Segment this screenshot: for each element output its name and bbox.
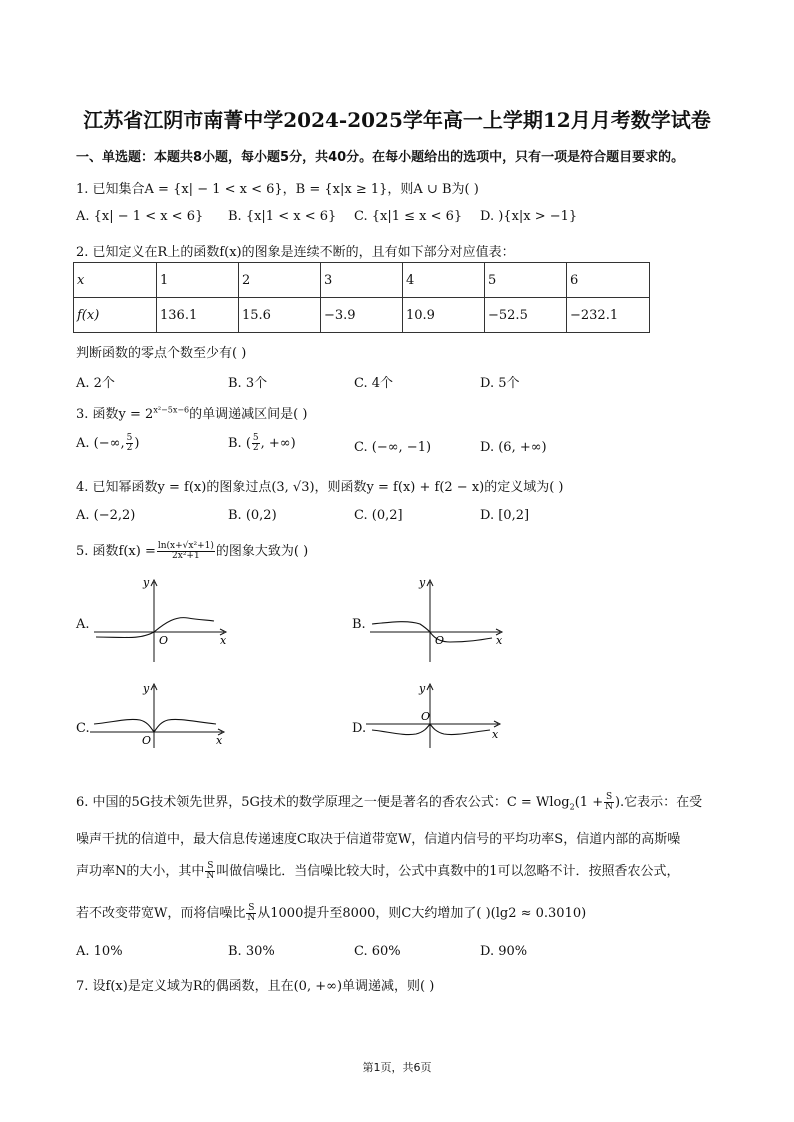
fraction-numerator: 5: [126, 433, 133, 443]
question-7-stem: 7. 设f(x)是定义域为R的偶函数，且在(0, +∞)单调递减，则( ): [76, 979, 435, 994]
fraction: [604, 793, 614, 812]
table-cell: 10.9: [403, 298, 485, 333]
origin-label: O: [435, 634, 445, 647]
fraction-denominator: 2: [252, 443, 259, 453]
fraction-numerator: 5: [252, 433, 259, 443]
log-base: 2: [569, 802, 575, 812]
graph-b-label: B.: [352, 617, 366, 632]
q3-option-b-close: , +∞): [260, 436, 296, 451]
question-6-line-1: [76, 791, 702, 812]
y-axis-label: y: [419, 682, 426, 695]
table-cell: x: [74, 263, 157, 298]
q3-stem-end: 的单调递减区间是( ): [189, 407, 308, 422]
fraction-numerator: S: [605, 792, 613, 802]
question-1-stem: 1. 已知集合A = {x| − 1 < x < 6}，B = {x|x ≥ 1}，则A ∪ B为( ): [76, 182, 479, 197]
q1-option-c: C. {x|1 ≤ x < 6}: [354, 209, 463, 224]
fraction-denominator: N: [247, 913, 256, 923]
q3-option-b: [228, 434, 296, 453]
q3-option-c: C. (−∞, −1): [354, 440, 432, 455]
q1-option-a: A. {x| − 1 < x < 6}: [76, 209, 204, 224]
fraction: [246, 904, 256, 923]
q3-option-a: [76, 434, 139, 453]
y-axis-label: y: [143, 682, 150, 695]
function-curve: [94, 719, 216, 732]
q4-option-b: B. (0,2): [228, 508, 277, 523]
question-5-stem: [76, 540, 308, 561]
origin-label: O: [142, 734, 152, 747]
q1-option-b: B. {x|1 < x < 6}: [228, 209, 337, 224]
fraction-denominator: 2: [126, 443, 133, 453]
table-cell: 15.6: [239, 298, 321, 333]
q6-line-3-end: 叫做信噪比．当信噪比较大时，公式中真数中的1可以忽略不计．按照香农公式，: [216, 864, 680, 879]
origin-label: O: [159, 634, 169, 647]
x-axis-label: x: [492, 728, 499, 741]
q6-option-d: D. 90%: [480, 944, 528, 959]
q3-exponent: x²−5x−6: [153, 405, 190, 415]
graph-d-label: D.: [352, 721, 367, 736]
question-6-line-2: 噪声干扰的信道中，最大信息传递速度C取决于信道带宽W，信道内信号的平均功率S，信道内部的高斯噪: [76, 832, 681, 847]
question-4-stem: 4. 已知幂函数y = f(x)的图象过点(3, √3)，则函数y = f(x) + f(2 − x)的定义域为( ): [76, 480, 564, 495]
q6-line-1-start: 6. 中国的5G技术领先世界，5G技术的数学原理之一便是著名的香农公式：C = Wlog: [76, 795, 570, 810]
fraction-numerator: ln(x+√x²+1): [157, 541, 214, 551]
question-6-line-4: [76, 902, 586, 923]
y-axis-label: y: [419, 576, 426, 589]
question-2-followup: 判断函数的零点个数至少有( ): [76, 346, 247, 361]
question-2-stem: 2. 已知定义在R上的函数f(x)的图象是连续不断的，且有如下部分对应值表：: [76, 245, 515, 260]
fraction-numerator: S: [207, 861, 214, 871]
graph-a-label: A.: [76, 617, 90, 632]
table-cell: 4: [403, 263, 485, 298]
section-heading: 一、单选题：本题共8小题，每小题5分，共40分。在每小题给出的选项中，只有一项是符合题目要求的。: [76, 150, 685, 165]
graph-b: [368, 574, 508, 664]
q2-option-c: C. 4个: [354, 376, 394, 391]
fraction: [252, 434, 260, 453]
q3-option-a-close: ): [134, 436, 140, 451]
graph-c-label: C.: [76, 721, 90, 736]
q4-option-a: A. (−2,2): [76, 508, 136, 523]
q6-line-4-end: 从1000提升至8000，则C大约增加了( )(lg2 ≈ 0.3010): [257, 906, 587, 921]
q6-line-1-end: ).它表示：在受: [614, 795, 703, 810]
q6-option-c: C. 60%: [354, 944, 401, 959]
q2-option-b: B. 3个: [228, 376, 268, 391]
y-axis-label: y: [143, 576, 150, 589]
table-cell: f(x): [74, 298, 157, 333]
q6-line-1-middle: (1 +: [574, 795, 604, 810]
q3-option-a-text: A. (−∞,: [76, 436, 125, 451]
fraction-denominator: N: [206, 871, 215, 881]
fraction-denominator: 2x²+1: [172, 551, 200, 561]
q2-option-a: A. 2个: [76, 376, 115, 391]
table-cell: −52.5: [485, 298, 567, 333]
table-cell: 5: [485, 263, 567, 298]
graph-c: [88, 680, 228, 750]
table-cell: 6: [567, 263, 650, 298]
table-cell: −232.1: [567, 298, 650, 333]
q3-option-b-text: B. (: [228, 436, 251, 451]
function-curve: [372, 724, 490, 735]
table-row: [74, 263, 650, 298]
graph-d: [364, 680, 504, 750]
table-cell: 136.1: [157, 298, 239, 333]
table-cell: 1: [157, 263, 239, 298]
question-6-line-3: [76, 860, 680, 881]
x-axis-label: x: [220, 634, 227, 647]
table-cell: 2: [239, 263, 321, 298]
q3-option-d: D. (6, +∞): [480, 440, 547, 455]
fraction-denominator: N: [605, 802, 613, 812]
origin-label: O: [421, 710, 431, 723]
graph-a: [92, 574, 232, 664]
q4-option-d: D. [0,2]: [480, 508, 530, 523]
page-title: 江苏省江阴市南菁中学2024-2025学年高一上学期12月月考数学试卷: [83, 108, 711, 132]
question-3-stem: [76, 403, 307, 422]
page-footer: 第1页，共6页: [362, 1061, 432, 1074]
q6-option-b: B. 30%: [228, 944, 275, 959]
table-row: [74, 298, 650, 333]
table-cell: −3.9: [321, 298, 403, 333]
q5-stem-start: 5. 函数f(x) =: [76, 544, 156, 559]
fraction: [126, 434, 134, 453]
fraction-numerator: S: [248, 903, 255, 913]
q6-line-4-start: 若不改变带宽W，而将信噪比: [76, 906, 246, 921]
fraction: [205, 862, 215, 881]
q5-stem-end: 的图象大致为( ): [215, 544, 309, 559]
table-cell: 3: [321, 263, 403, 298]
x-axis-label: x: [496, 634, 503, 647]
value-table: [73, 262, 650, 333]
q4-option-c: C. (0,2]: [354, 508, 403, 523]
function-curve: [96, 618, 214, 638]
q3-stem-start: 3. 函数y = 2: [76, 407, 154, 422]
q6-line-3-start: 声功率N的大小，其中: [76, 864, 205, 879]
q1-option-d: D. ){x|x > −1}: [480, 209, 578, 224]
x-axis-label: x: [216, 734, 223, 747]
q6-option-a: A. 10%: [76, 944, 123, 959]
q2-option-d: D. 5个: [480, 376, 520, 391]
fraction: [157, 542, 215, 561]
